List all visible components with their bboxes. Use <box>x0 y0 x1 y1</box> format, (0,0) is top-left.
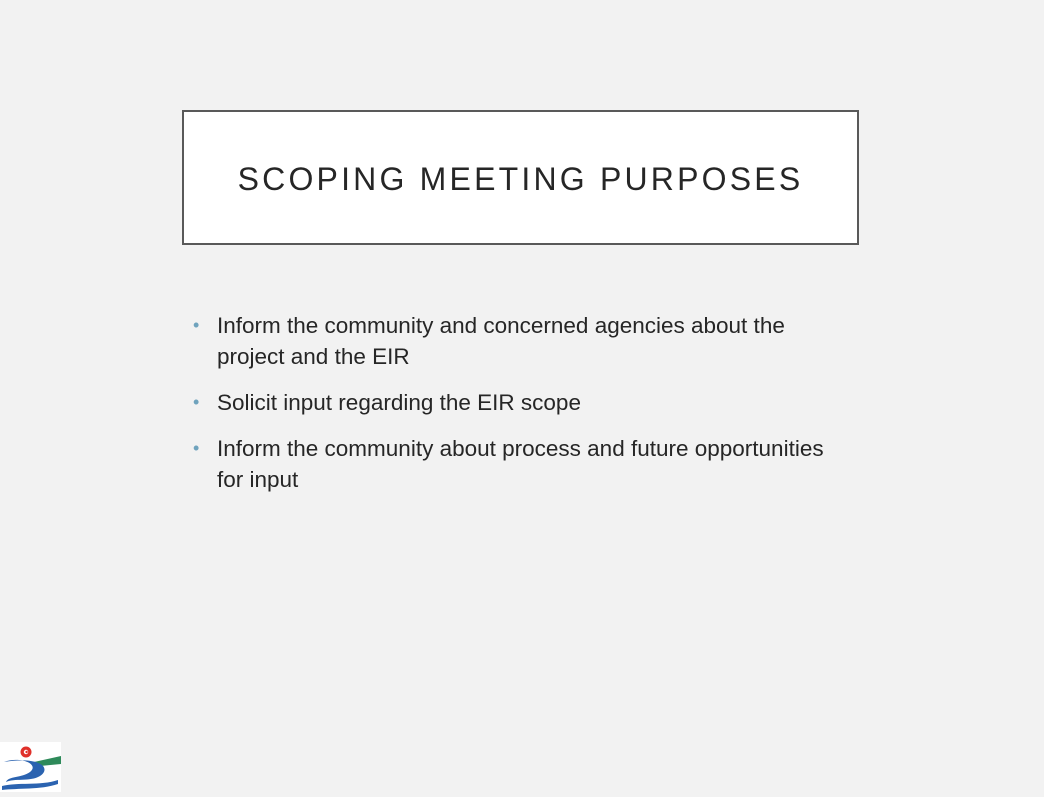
title-box <box>182 110 859 245</box>
bullet-item <box>190 310 840 372</box>
bullet-list <box>190 310 840 510</box>
slide-title: SCOPING MEETING PURPOSES <box>237 161 804 197</box>
bullet-text: Inform the community about process and future opportunities for input <box>217 436 824 492</box>
bullet-icon: • <box>193 392 200 412</box>
bullet-icon: • <box>193 438 200 458</box>
bullet-item <box>190 387 840 418</box>
bullet-item <box>190 433 840 495</box>
bullet-icon: • <box>193 315 200 335</box>
bullet-text: Inform the community and concerned agencies about the project and the EIR <box>217 313 785 369</box>
city-logo-icon <box>0 742 61 792</box>
bullet-text: Solicit input regarding the EIR scope <box>217 390 581 415</box>
